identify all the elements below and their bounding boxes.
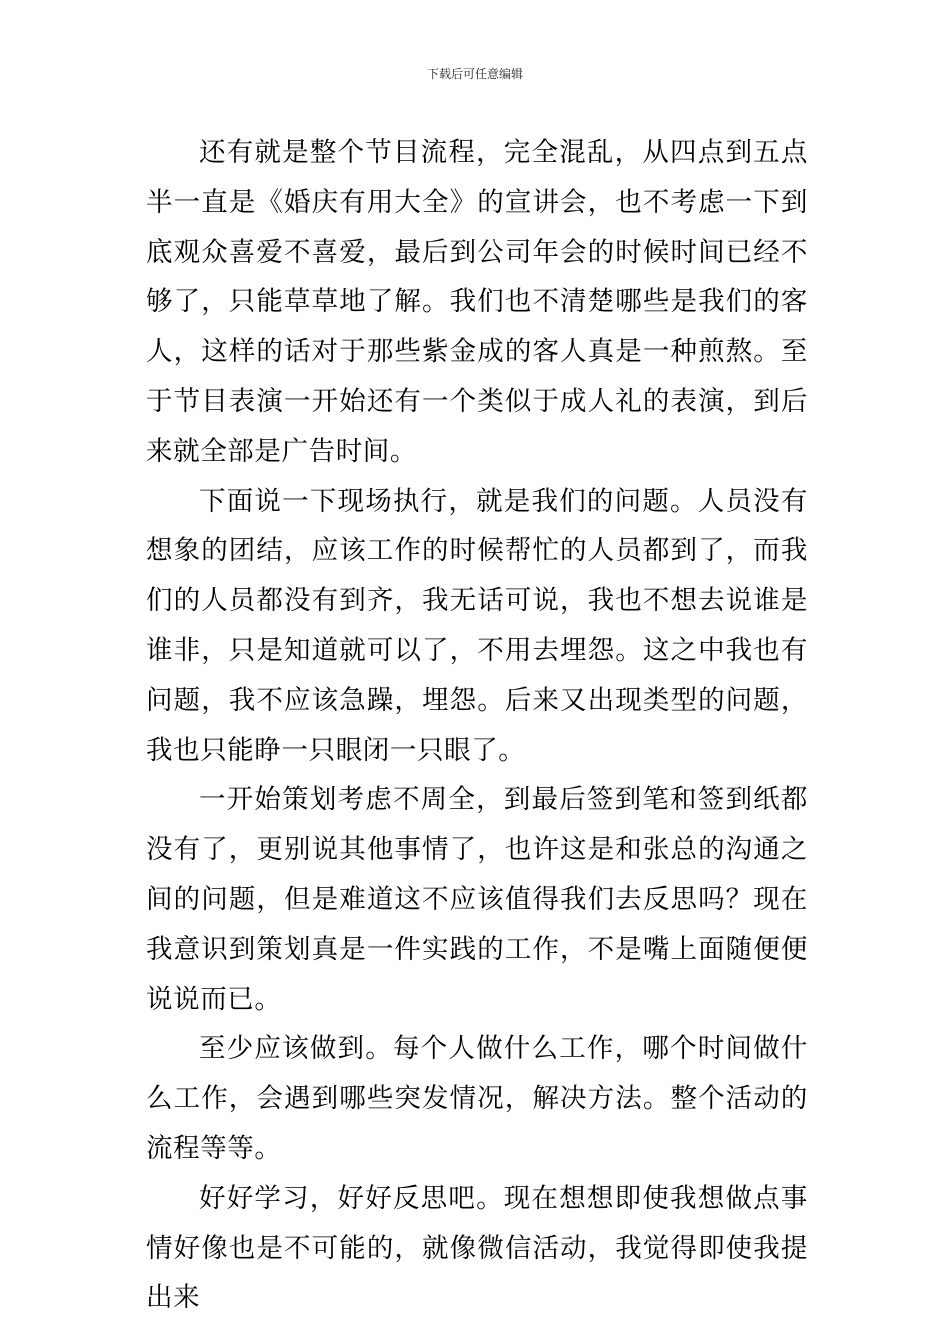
paragraph-onsite-execution: 下面说一下现场执行，就是我们的问题。人员没有想象的团结，应该工作的时候帮忙的人员都到了，而我们的人员都没有到齐，我无话可说，我也不想去说谁是谁非，只是知道就可以了，不用去埋怨。这之中我也有问题，我不应该急躁，埋怨。后来又出现类型的问题，我也只能睁一只眼闭一只眼了。 [146,485,808,766]
paragraph-program-flow: 还有就是整个节目流程，完全混乱，从四点到五点半一直是《婚庆有用大全》的宣讲会，也不考虑一下到底观众喜爱不喜爱，最后到公司年会的时候时间已经不够了，只能草草地了解。我们也不清楚哪些是我们的客人，这样的话对于那些紫金成的客人真是一种煎熬。至于节目表演一开始还有一个类似于成人礼的表演，到后来就全部是广告时间。 [146,137,808,467]
paragraph-minimum-requirements: 至少应该做到。每个人做什么工作，哪个时间做什么工作，会遇到哪些突发情况，解决方法。整个活动的流程等等。 [146,1033,808,1164]
paragraph-reflection: 好好学习，好好反思吧。现在想想即使我想做点事情好像也是不可能的，就像微信活动，我觉得即使我提出来 [146,1182,808,1314]
document-body [146,128,808,1323]
paragraph-planning: 一开始策划考虑不周全，到最后签到笔和签到纸都没有了，更别说其他事情了，也许这是和张总的沟通之间的问题，但是难道这不应该值得我们去反思吗？现在我意识到策划真是一件实践的工作，不是嘴上面随便便说说而已。 [146,784,808,1015]
page-header: 下载后可任意编辑 [426,67,523,81]
